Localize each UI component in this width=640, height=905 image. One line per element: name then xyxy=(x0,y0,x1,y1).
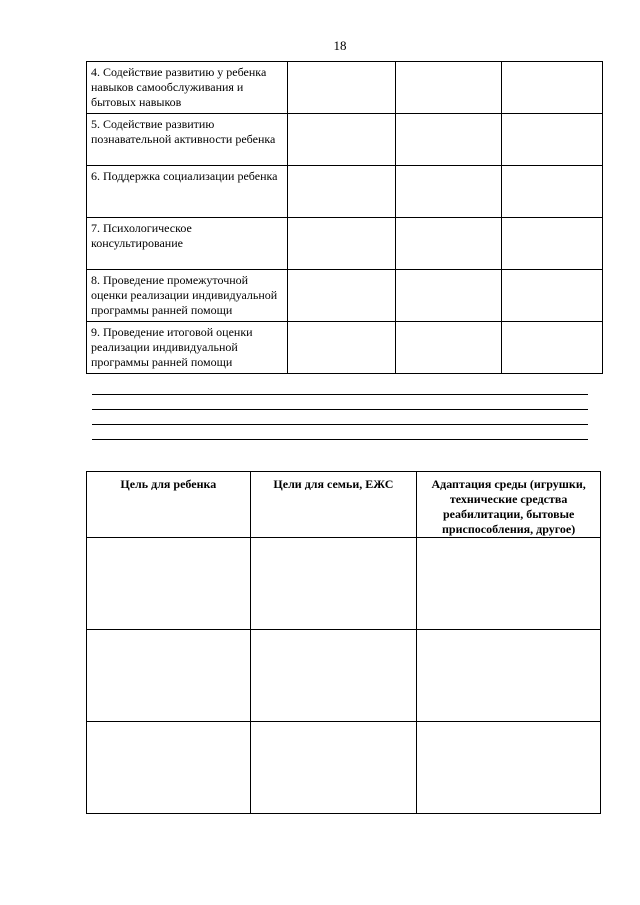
goals-row xyxy=(87,630,601,722)
service-cell-empty[interactable] xyxy=(395,114,502,166)
service-cell-empty[interactable] xyxy=(287,114,395,166)
service-label: 8. Проведение промежуточной оценки реализации индивидуальной программы ранней помощи xyxy=(87,270,288,322)
service-label: 5. Содействие развитию познавательной активности ребенка xyxy=(87,114,288,166)
header-family-goal: Цели для семьи, ЕЖС xyxy=(250,472,417,538)
services-table xyxy=(86,61,603,374)
goals-row xyxy=(87,538,601,630)
goals-cell[interactable] xyxy=(87,722,251,814)
service-cell-empty[interactable] xyxy=(287,270,395,322)
service-row xyxy=(87,114,603,166)
service-cell-empty[interactable] xyxy=(287,166,395,218)
service-cell-empty[interactable] xyxy=(395,166,502,218)
header-child-goal: Цель для ребенка xyxy=(87,472,251,538)
service-cell-empty[interactable] xyxy=(287,322,395,374)
service-cell-empty[interactable] xyxy=(395,62,502,114)
goals-row xyxy=(87,722,601,814)
notes-lines[interactable] xyxy=(92,379,588,440)
service-label: 7. Психологическое консультирование xyxy=(87,218,288,270)
service-cell-empty[interactable] xyxy=(502,218,603,270)
service-row xyxy=(87,322,603,374)
goals-table xyxy=(86,471,601,814)
note-line xyxy=(92,379,588,395)
service-cell-empty[interactable] xyxy=(395,270,502,322)
note-line xyxy=(92,425,588,440)
goals-cell[interactable] xyxy=(87,630,251,722)
service-cell-empty[interactable] xyxy=(502,322,603,374)
service-cell-empty[interactable] xyxy=(287,218,395,270)
goals-cell[interactable] xyxy=(250,630,417,722)
service-label: 4. Содействие развитию у ребенка навыков самообслуживания и бытовых навыков xyxy=(87,62,288,114)
service-label: 9. Проведение итоговой оценки реализации индивидуальной программы ранней помощи xyxy=(87,322,288,374)
goals-header-row xyxy=(87,472,601,538)
service-cell-empty[interactable] xyxy=(502,62,603,114)
service-cell-empty[interactable] xyxy=(287,62,395,114)
service-cell-empty[interactable] xyxy=(502,114,603,166)
goals-cell[interactable] xyxy=(250,538,417,630)
goals-cell[interactable] xyxy=(87,538,251,630)
service-cell-empty[interactable] xyxy=(395,322,502,374)
goals-cell[interactable] xyxy=(250,722,417,814)
service-row xyxy=(87,62,603,114)
service-row xyxy=(87,218,603,270)
service-row xyxy=(87,166,603,218)
goals-cell[interactable] xyxy=(417,722,601,814)
service-label: 6. Поддержка социализации ребенка xyxy=(87,166,288,218)
service-cell-empty[interactable] xyxy=(502,270,603,322)
note-line xyxy=(92,410,588,425)
page-number: 18 xyxy=(333,38,347,53)
service-cell-empty[interactable] xyxy=(502,166,603,218)
goals-cell[interactable] xyxy=(417,630,601,722)
goals-cell[interactable] xyxy=(417,538,601,630)
service-cell-empty[interactable] xyxy=(395,218,502,270)
service-row xyxy=(87,270,603,322)
header-environment-adaptation: Адаптация среды (игрушки, технические средства реабилитации, бытовые приспособления, другое) xyxy=(417,472,601,538)
note-line xyxy=(92,395,588,410)
